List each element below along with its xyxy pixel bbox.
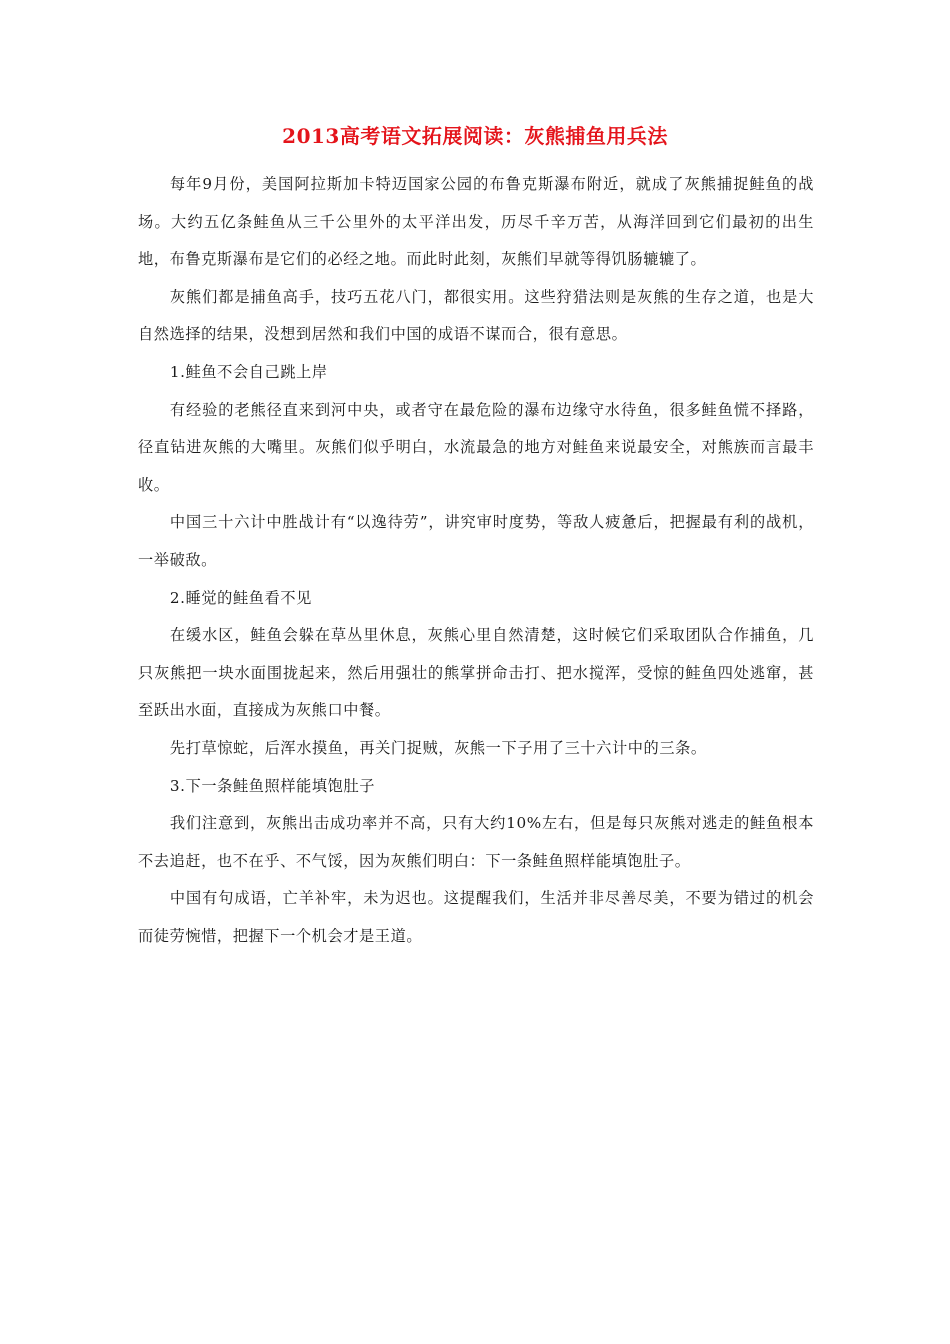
section-heading-3: 3.下一条鲑鱼照样能填饱肚子 — [169, 776, 376, 795]
paragraph-section-1: 有经验的老熊径直来到河中央，或者守在最危险的瀑布边缘守水待鱼，很多鲑鱼慌不择路，径直钻进灰熊的大嘴里。灰熊们似乎明白，水流最急的地方对鲑鱼来说最安全，对熊族而言最丰收。 — [138, 400, 814, 494]
paragraph-section-2-comment: 先打草惊蛇，后浑水摸鱼，再关门捉贼，灰熊一下子用了三十六计中的三条。 — [169, 738, 707, 757]
section-heading-1: 1.鲑鱼不会自己跳上岸 — [169, 362, 328, 381]
document-body — [138, 166, 814, 955]
paragraph-section-3: 我们注意到，灰熊出击成功率并不高，只有大约10%左右，但是每只灰熊对逃走的鲑鱼根本不去追赶，也不在乎、不气馁，因为灰熊们明白：下一条鲑鱼照样能填饱肚子。 — [138, 814, 814, 870]
paragraph-section-1-comment: 中国三十六计中胜战计有“以逸待劳”，讲究审时度势，等敌人疲惫后，把握最有利的战机，一举破敌。 — [138, 513, 814, 569]
paragraph-conclusion: 中国有句成语，亡羊补牢，未为迟也。这提醒我们，生活并非尽善尽美，不要为错过的机会而徒劳惋惜，把握下一个机会才是王道。 — [138, 889, 814, 945]
section-heading-2: 2.睡觉的鲑鱼看不见 — [169, 588, 312, 607]
paragraph-section-2: 在缓水区，鲑鱼会躲在草丛里休息，灰熊心里自然清楚，这时候它们采取团队合作捕鱼，几只灰熊把一块水面围拢起来，然后用强壮的熊掌拼命击打、把水搅浑，受惊的鲑鱼四处逃窜，甚至跃出水面，直接成为灰熊口中餐。 — [138, 626, 814, 720]
paragraph-intro: 每年9月份，美国阿拉斯加卡特迈国家公园的布鲁克斯瀑布附近，就成了灰熊捕捉鲑鱼的战场。大约五亿条鲑鱼从三千公里外的太平洋出发，历尽千辛万苦，从海洋回到它们最初的出生地，布鲁克斯瀑布是它们的必经之地。而此时此刻，灰熊们早就等得饥肠辘辘了。 — [138, 175, 814, 269]
document-title: 2013高考语文拓展阅读：灰熊捕鱼用兵法 — [282, 124, 668, 148]
paragraph-overview: 灰熊们都是捕鱼高手，技巧五花八门，都很实用。这些狩猎法则是灰熊的生存之道，也是大自然选择的结果，没想到居然和我们中国的成语不谋而合，很有意思。 — [138, 287, 814, 344]
